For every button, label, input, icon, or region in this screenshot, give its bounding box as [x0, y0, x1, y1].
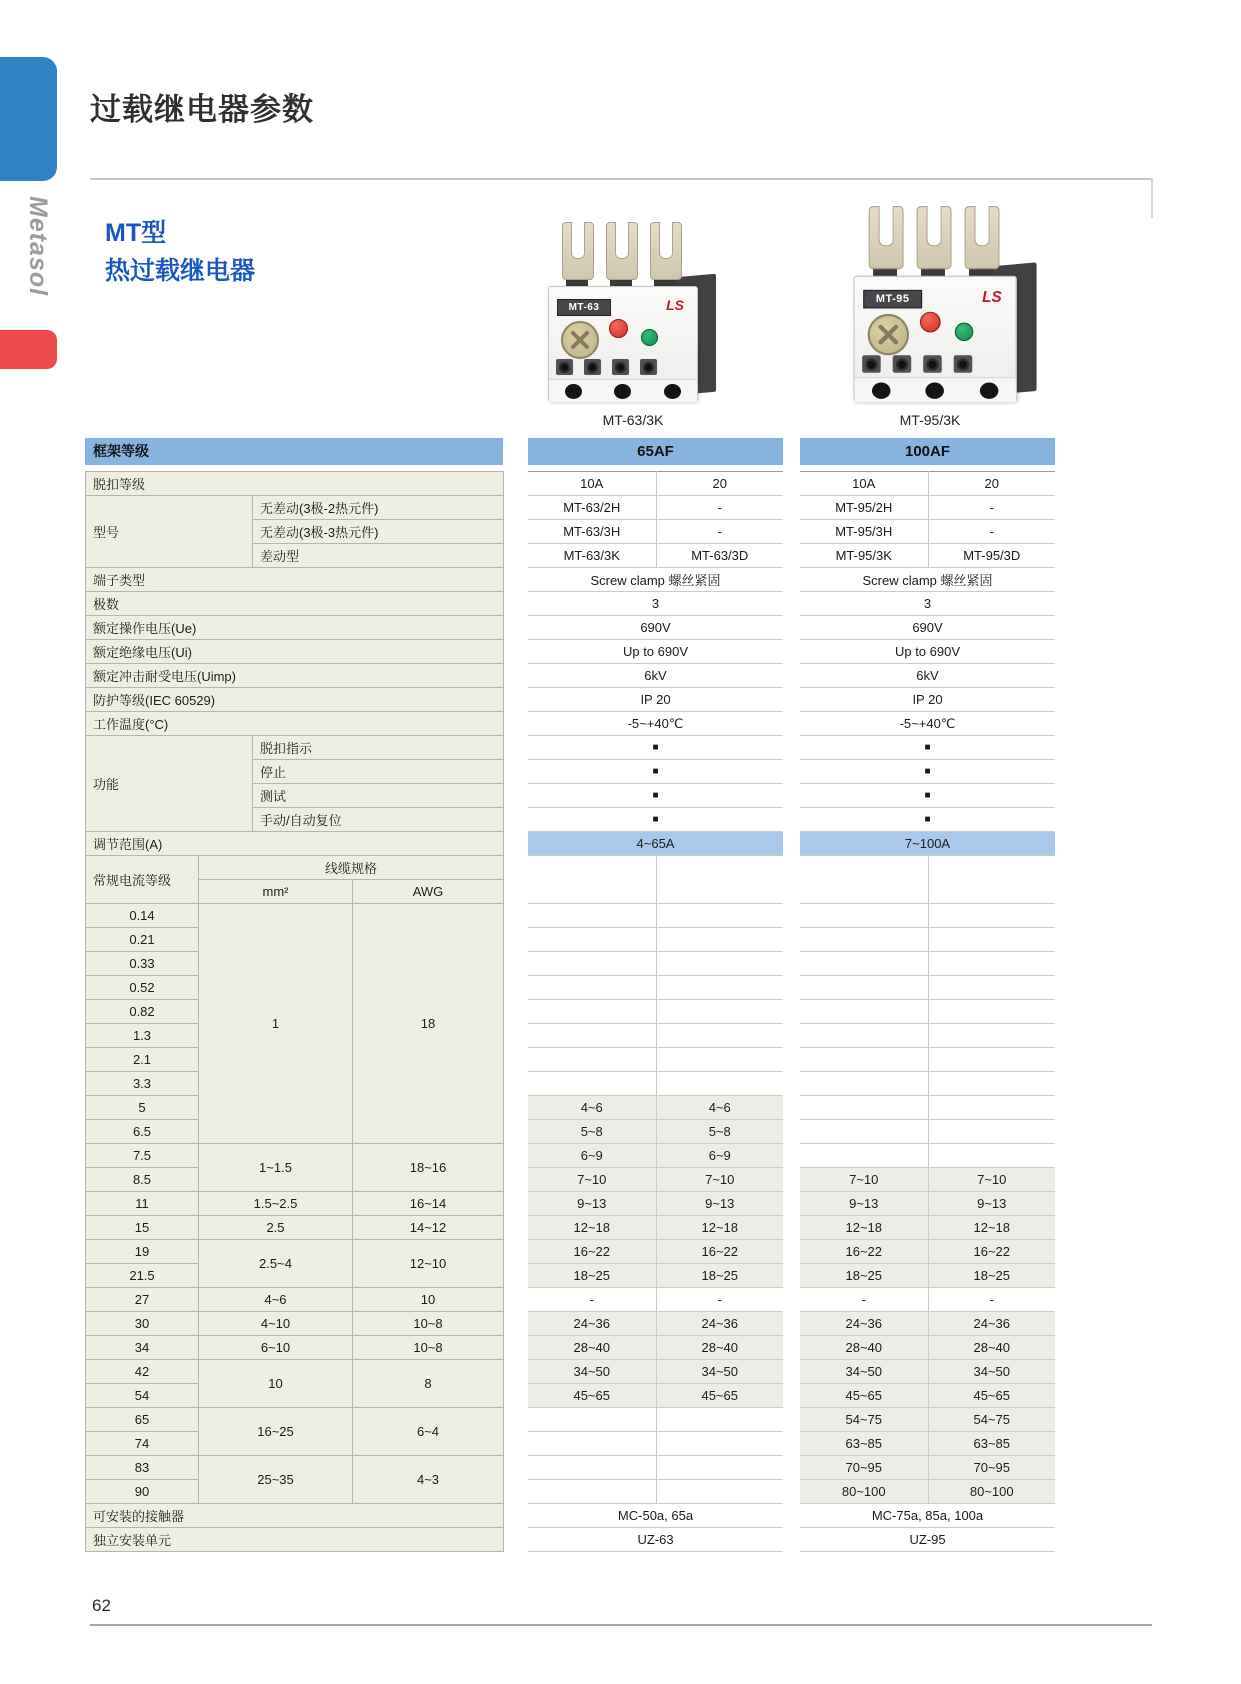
table-cell: ■: [800, 736, 1055, 760]
table-cell: 14~12: [353, 1216, 504, 1240]
table-cell: [800, 976, 928, 1000]
table-cell: 10: [199, 1360, 353, 1408]
section-subtitle: [105, 214, 255, 290]
table-cell: 12~18: [928, 1216, 1055, 1240]
table-cell: -: [656, 520, 783, 544]
table-cell: [528, 1408, 656, 1432]
row-label-current-class: 常规电流等级: [86, 856, 199, 904]
lug-hole: [926, 382, 945, 398]
row-label-ip: 防护等级(IEC 60529): [86, 688, 504, 712]
spec-table-left-block: [85, 438, 503, 1552]
table-cell: 34~50: [656, 1360, 783, 1384]
table-cell: 10~8: [353, 1312, 504, 1336]
reset-button: [955, 323, 974, 342]
table-cell: 10A: [800, 472, 928, 496]
relay-base: [549, 379, 697, 402]
data-table-65af: [528, 471, 783, 1552]
table-cell: [656, 1024, 783, 1048]
data-table-65af-block: [528, 438, 783, 1552]
table-cell: 15: [86, 1216, 199, 1240]
screw-icon: [893, 355, 912, 372]
adjust-range-value: 7~100A: [800, 832, 1055, 856]
table-cell: ■: [800, 760, 1055, 784]
table-cell: 1.3: [86, 1024, 199, 1048]
lug-hole: [565, 384, 582, 399]
table-cell: 7~10: [656, 1168, 783, 1192]
table-cell: -: [528, 1288, 656, 1312]
product-photo-mt95: [853, 206, 1036, 400]
standalone-unit-value: UZ-63: [528, 1528, 783, 1552]
table-cell: 9~13: [656, 1192, 783, 1216]
reset-button: [641, 329, 658, 346]
table-cell: [656, 1072, 783, 1096]
relay-body: [853, 276, 1017, 402]
table-cell: Screw clamp 螺丝紧固: [800, 568, 1055, 592]
model-badge: MT-95: [863, 290, 922, 309]
table-cell: -: [928, 520, 1055, 544]
table-cell: -: [656, 496, 783, 520]
test-button: [920, 312, 941, 333]
table-cell: ■: [528, 736, 783, 760]
col-header-awg: AWG: [353, 880, 504, 904]
table-cell: 9~13: [928, 1192, 1055, 1216]
table-cell: 45~65: [528, 1384, 656, 1408]
table-cell: 6kV: [528, 664, 783, 688]
fork-terminal: [869, 206, 904, 269]
photo-caption-mt95: MT-95/3K: [899, 412, 961, 428]
table-cell: 12~18: [528, 1216, 656, 1240]
table-cell: [928, 1048, 1055, 1072]
lug-hole: [664, 384, 681, 399]
table-cell: 10~8: [353, 1336, 504, 1360]
table-cell: 19: [86, 1240, 199, 1264]
current-adjust-dial: [868, 314, 909, 355]
model-badge: MT-63: [557, 299, 611, 316]
table-cell: [928, 1072, 1055, 1096]
lug-hole: [872, 382, 891, 398]
table-cell: 90: [86, 1480, 199, 1504]
table-cell: [800, 928, 928, 952]
standalone-unit-value: UZ-95: [800, 1528, 1055, 1552]
table-cell: -: [800, 1288, 928, 1312]
table-cell: 3: [528, 592, 783, 616]
table-cell: 5: [86, 1096, 199, 1120]
table-cell: 28~40: [656, 1336, 783, 1360]
table-cell: 16~22: [800, 1240, 928, 1264]
table-cell: 690V: [800, 616, 1055, 640]
table-cell: 7.5: [86, 1144, 199, 1168]
table-cell: [656, 1408, 783, 1432]
table-cell: 16~22: [528, 1240, 656, 1264]
table-cell: 30: [86, 1312, 199, 1336]
table-cell: 7~10: [528, 1168, 656, 1192]
table-cell: 10A: [528, 472, 656, 496]
table-cell: 54~75: [928, 1408, 1055, 1432]
table-cell: IP 20: [528, 688, 783, 712]
table-cell: [528, 1024, 656, 1048]
table-cell: 34~50: [800, 1360, 928, 1384]
table-cell: [528, 952, 656, 976]
table-cell: Up to 690V: [528, 640, 783, 664]
table-cell: 6~10: [199, 1336, 353, 1360]
row-label-functions: 功能: [86, 736, 253, 832]
table-cell: 18: [353, 904, 504, 1144]
table-cell: 16~22: [928, 1240, 1055, 1264]
subtitle-line2: 热过载继电器: [105, 257, 256, 285]
table-cell: [656, 1048, 783, 1072]
table-cell: 停止: [253, 760, 504, 784]
table-cell: 7~10: [928, 1168, 1055, 1192]
table-cell: 1~1.5: [199, 1144, 353, 1192]
table-cell: MT-95/3D: [928, 544, 1055, 568]
relay-base: [855, 377, 1016, 402]
fork-terminal: [650, 222, 682, 280]
data-table-100af: [800, 471, 1055, 1552]
table-cell: 1.5~2.5: [199, 1192, 353, 1216]
table-cell: 8: [353, 1360, 504, 1408]
table-cell: 63~85: [800, 1432, 928, 1456]
table-cell: 45~65: [928, 1384, 1055, 1408]
contactors-value: MC-50a, 65a: [528, 1504, 783, 1528]
row-label-contactors: 可安装的接触器: [86, 1504, 504, 1528]
table-cell: [928, 904, 1055, 928]
table-cell: 6kV: [800, 664, 1055, 688]
table-cell: ■: [800, 784, 1055, 808]
row-label-uimp: 额定冲击耐受电压(Uimp): [86, 664, 504, 688]
row-label-ui: 额定绝缘电压(Ui): [86, 640, 504, 664]
table-cell: [800, 1096, 928, 1120]
table-cell: IP 20: [800, 688, 1055, 712]
ls-logo: LS: [666, 297, 684, 313]
table-cell: ■: [528, 808, 783, 832]
table-cell: [928, 1000, 1055, 1024]
adjust-range-value: 4~65A: [528, 832, 783, 856]
table-cell: [800, 1072, 928, 1096]
table-cell: 70~95: [928, 1456, 1055, 1480]
ls-logo: LS: [982, 287, 1002, 306]
table-cell: -5~+40℃: [800, 712, 1055, 736]
screw-icon: [612, 359, 629, 375]
table-cell: [800, 904, 928, 928]
table-cell: [528, 904, 656, 928]
table-cell: 24~36: [928, 1312, 1055, 1336]
terminal-screws: [862, 355, 972, 372]
current-adjust-dial: [561, 321, 599, 359]
table-cell: [528, 1480, 656, 1504]
table-cell: 34~50: [528, 1360, 656, 1384]
table-cell: [656, 1480, 783, 1504]
table-cell: 12~18: [656, 1216, 783, 1240]
table-cell: 24~36: [656, 1312, 783, 1336]
table-cell: 20: [928, 472, 1055, 496]
table-cell: [928, 952, 1055, 976]
table-cell: -: [928, 1288, 1055, 1312]
table-cell: 65: [86, 1408, 199, 1432]
table-cell: 2.5: [199, 1216, 353, 1240]
table-cell: [528, 856, 656, 904]
table-cell: 70~95: [800, 1456, 928, 1480]
table-cell: 1: [199, 904, 353, 1144]
table-cell: -: [656, 1288, 783, 1312]
table-cell: 无差动(3极-2热元件): [253, 496, 504, 520]
table-cell: 34: [86, 1336, 199, 1360]
table-cell: 4~6: [199, 1288, 353, 1312]
table-cell: 16~22: [656, 1240, 783, 1264]
screw-icon: [954, 355, 973, 372]
table-cell: 2.1: [86, 1048, 199, 1072]
table-cell: 手动/自动复位: [253, 808, 504, 832]
table-cell: 24~36: [800, 1312, 928, 1336]
table-cell: ■: [528, 784, 783, 808]
table-cell: [528, 976, 656, 1000]
table-cell: [928, 928, 1055, 952]
table-cell: [528, 1000, 656, 1024]
table-cell: 脱扣指示: [253, 736, 504, 760]
table-cell: -5~+40℃: [528, 712, 783, 736]
table-cell: [656, 856, 783, 904]
row-label-ue: 额定操作电压(Ue): [86, 616, 504, 640]
table-cell: 4~6: [528, 1096, 656, 1120]
terminal-screws: [556, 359, 657, 375]
spec-table-left: [85, 471, 504, 1552]
table-cell: [656, 1432, 783, 1456]
table-cell: 45~65: [656, 1384, 783, 1408]
table-cell: 24~36: [528, 1312, 656, 1336]
table-cell: 11: [86, 1192, 199, 1216]
fork-terminal: [606, 222, 638, 280]
sidebar-red-tab: [0, 330, 57, 369]
table-cell: 9~13: [528, 1192, 656, 1216]
table-cell: 测试: [253, 784, 504, 808]
table-cell: 6.5: [86, 1120, 199, 1144]
table-cell: [928, 976, 1055, 1000]
table-cell: 7~10: [800, 1168, 928, 1192]
table-cell: [656, 904, 783, 928]
table-cell: 16~25: [199, 1408, 353, 1456]
table-cell: 5~8: [656, 1120, 783, 1144]
table-cell: 4~6: [656, 1096, 783, 1120]
table-cell: 4~3: [353, 1456, 504, 1504]
table-cell: 42: [86, 1360, 199, 1384]
table-cell: -: [928, 496, 1055, 520]
table-cell: [528, 1072, 656, 1096]
screw-icon: [640, 359, 657, 375]
table-cell: 2.5~4: [199, 1240, 353, 1288]
row-label-model: 型号: [86, 496, 253, 568]
table-cell: 34~50: [928, 1360, 1055, 1384]
table-cell: 6~4: [353, 1408, 504, 1456]
table-cell: 12~10: [353, 1240, 504, 1288]
table-cell: 25~35: [199, 1456, 353, 1504]
table-cell: [528, 1432, 656, 1456]
frame-65af-header: 65AF: [528, 438, 783, 465]
table-cell: MT-95/2H: [800, 496, 928, 520]
table-cell: [528, 1456, 656, 1480]
data-table-100af-block: [800, 438, 1055, 1552]
table-cell: 45~65: [800, 1384, 928, 1408]
header-divider-line: [90, 178, 1152, 180]
table-cell: Screw clamp 螺丝紧固: [528, 568, 783, 592]
table-cell: 无差动(3极-3热元件): [253, 520, 504, 544]
table-cell: 21.5: [86, 1264, 199, 1288]
table-cell: 16~14: [353, 1192, 504, 1216]
fork-terminal: [562, 222, 594, 280]
table-cell: MT-95/3H: [800, 520, 928, 544]
table-cell: 6~9: [656, 1144, 783, 1168]
table-cell: 0.52: [86, 976, 199, 1000]
table-cell: 20: [656, 472, 783, 496]
header-divider-corner: [1151, 178, 1153, 218]
table-cell: MT-63/3D: [656, 544, 783, 568]
table-cell: 18~25: [800, 1264, 928, 1288]
table-cell: [800, 952, 928, 976]
table-cell: 8.5: [86, 1168, 199, 1192]
table-cell: [800, 1048, 928, 1072]
table-cell: [656, 928, 783, 952]
table-cell: 5~8: [528, 1120, 656, 1144]
table-cell: 54~75: [800, 1408, 928, 1432]
table-cell: [656, 952, 783, 976]
table-cell: [528, 1048, 656, 1072]
table-cell: 12~18: [800, 1216, 928, 1240]
frame-class-header: 框架等级: [85, 438, 503, 465]
table-cell: 690V: [528, 616, 783, 640]
table-cell: 28~40: [528, 1336, 656, 1360]
table-cell: 63~85: [928, 1432, 1055, 1456]
col-header-mm2: mm²: [199, 880, 353, 904]
table-cell: 0.21: [86, 928, 199, 952]
screw-icon: [923, 355, 942, 372]
table-cell: 0.82: [86, 1000, 199, 1024]
page-title: 过载继电器参数: [90, 92, 314, 127]
table-cell: Up to 690V: [800, 640, 1055, 664]
table-cell: [800, 1144, 928, 1168]
table-cell: 54: [86, 1384, 199, 1408]
table-cell: MT-95/3K: [800, 544, 928, 568]
table-cell: 28~40: [800, 1336, 928, 1360]
table-cell: 83: [86, 1456, 199, 1480]
test-button: [609, 319, 628, 338]
table-cell: [656, 1000, 783, 1024]
table-cell: [800, 1120, 928, 1144]
row-label-trip-class: 脱扣等级: [86, 472, 504, 496]
table-cell: [928, 1096, 1055, 1120]
table-cell: 18~25: [928, 1264, 1055, 1288]
screw-icon: [556, 359, 573, 375]
table-cell: 80~100: [928, 1480, 1055, 1504]
relay-body: [548, 286, 698, 402]
table-cell: [528, 928, 656, 952]
row-label-temp: 工作温度(°C): [86, 712, 504, 736]
table-cell: 4~10: [199, 1312, 353, 1336]
table-cell: 18~25: [656, 1264, 783, 1288]
table-cell: 0.14: [86, 904, 199, 928]
table-cell: 27: [86, 1288, 199, 1312]
table-cell: [656, 1456, 783, 1480]
row-label-adjust-range: 调节范围(A): [86, 832, 504, 856]
table-cell: 74: [86, 1432, 199, 1456]
sidebar-blue-tab: [0, 57, 57, 181]
table-cell: 0.33: [86, 952, 199, 976]
table-cell: [800, 1024, 928, 1048]
table-cell: 18~16: [353, 1144, 504, 1192]
screw-icon: [584, 359, 601, 375]
table-cell: MT-63/3K: [528, 544, 656, 568]
table-cell: [928, 1120, 1055, 1144]
table-cell: [928, 1024, 1055, 1048]
frame-100af-header: 100AF: [800, 438, 1055, 465]
table-cell: MT-63/2H: [528, 496, 656, 520]
table-cell: 6~9: [528, 1144, 656, 1168]
brand-vertical-text: Metasol: [24, 196, 52, 297]
contactors-value: MC-75a, 85a, 100a: [800, 1504, 1055, 1528]
table-cell: 18~25: [528, 1264, 656, 1288]
table-cell: MT-63/3H: [528, 520, 656, 544]
subtitle-line1: MT型: [105, 219, 167, 247]
table-cell: [800, 856, 928, 904]
table-cell: 3: [800, 592, 1055, 616]
table-cell: 3.3: [86, 1072, 199, 1096]
table-cell: ■: [528, 760, 783, 784]
product-photo-mt63: [548, 222, 716, 400]
lug-hole: [980, 382, 999, 398]
table-cell: [928, 856, 1055, 904]
row-label-standalone-unit: 独立安装单元: [86, 1528, 504, 1552]
fork-terminal: [917, 206, 952, 269]
row-label-poles: 极数: [86, 592, 504, 616]
table-cell: 差动型: [253, 544, 504, 568]
photo-caption-mt63: MT-63/3K: [602, 412, 664, 428]
table-cell: 9~13: [800, 1192, 928, 1216]
table-cell: [928, 1144, 1055, 1168]
lug-hole: [614, 384, 631, 399]
table-cell: [800, 1000, 928, 1024]
table-cell: [656, 976, 783, 1000]
screw-icon: [862, 355, 881, 372]
table-cell: 10: [353, 1288, 504, 1312]
page-number: 62: [92, 1596, 111, 1615]
cable-spec-header: 线缆规格: [199, 856, 504, 880]
footer-line: [90, 1624, 1152, 1626]
table-cell: 80~100: [800, 1480, 928, 1504]
table-cell: ■: [800, 808, 1055, 832]
table-cell: 28~40: [928, 1336, 1055, 1360]
fork-terminal: [965, 206, 1000, 269]
row-label-terminal-type: 端子类型: [86, 568, 504, 592]
